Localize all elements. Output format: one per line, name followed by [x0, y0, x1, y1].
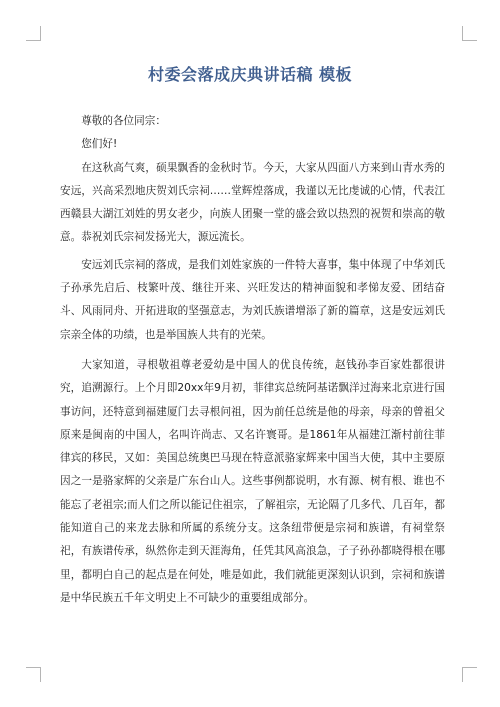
paragraph-1: 在这秋高气爽，硕果飘香的金秋时节。今天，大家从四面八方来到山青水秀的安远，兴高采烈地庆贺刘氏宗祠……堂辉煌落成，我谨以无比虔诚的心情，代表江西赣县大湖江刘姓的男女老少，向族人团聚一堂的盛会致以热烈的祝贺和崇高的敬意。恭祝刘氏宗祠发扬光大，源远流长。: [60, 161, 445, 244]
corner-mark-top-left: [26, 26, 41, 41]
greeting: 您们好!: [81, 138, 118, 151]
document-body: [60, 110, 445, 610]
corner-mark-bottom-right: [462, 667, 477, 682]
paragraph-2: 安远刘氏宗祠的落成，是我们刘姓家族的一件特大喜事，集中体现了中华刘氏子孙承先启后、枝繁叶茂、继往开来、兴旺发达的精神面貌和孝悌友爱、团结奋斗、风雨同舟、开拓进取的坚强意志，为刘氏族谱增添了新的篇章，这是安远刘氏宗亲全体的功绩，也是举国族人共有的光荣。: [60, 258, 445, 341]
corner-mark-bottom-left: [26, 667, 41, 682]
salutation: 尊敬的各位同宗：: [81, 115, 166, 127]
paragraph-3: 大家知道，寻根敬祖尊老爱幼是中国人的优良传统，赵钱孙李百家姓都很讲究，追溯源行。上个月即20xx年9月初，菲律宾总统阿基诺飘洋过海来北京进行国事访问，还特意到福建厦门去寻根问祖，因为前任总统是他的母亲，母亲的曾祖父原来是闽南的中国人，名叫许尚志、又名许寰哥。是1861年从福建江渐村前往菲律宾的移民，又如：美国总统奥巴马现在特意派骆家辉来中国当大使，其中主要原因之一是骆家辉的父亲是广东台山人。这些事例都说明，水有源、树有根、谁也不能忘了老祖宗;而人们之所以能记住祖宗，了解祖宗，无论隔了几多代、几百年，都能知道自己的来龙去脉和所属的系统分支。这条纽带便是宗祠和族谱，有祠堂祭祀，有族谱传承，纵然你走到天涯海角，任凭其风高浪急，子子孙孙都晓得根在哪里，都明白自己的起点是在何处，唯是如此，我们就能更深刻认识到，宗祠和族谱是中华民族五千年文明史上不可缺少的重要组成部分。: [60, 358, 445, 604]
page-title: 村委会落成庆典讲话稿 模板: [147, 65, 353, 84]
corner-mark-top-right: [462, 26, 477, 41]
